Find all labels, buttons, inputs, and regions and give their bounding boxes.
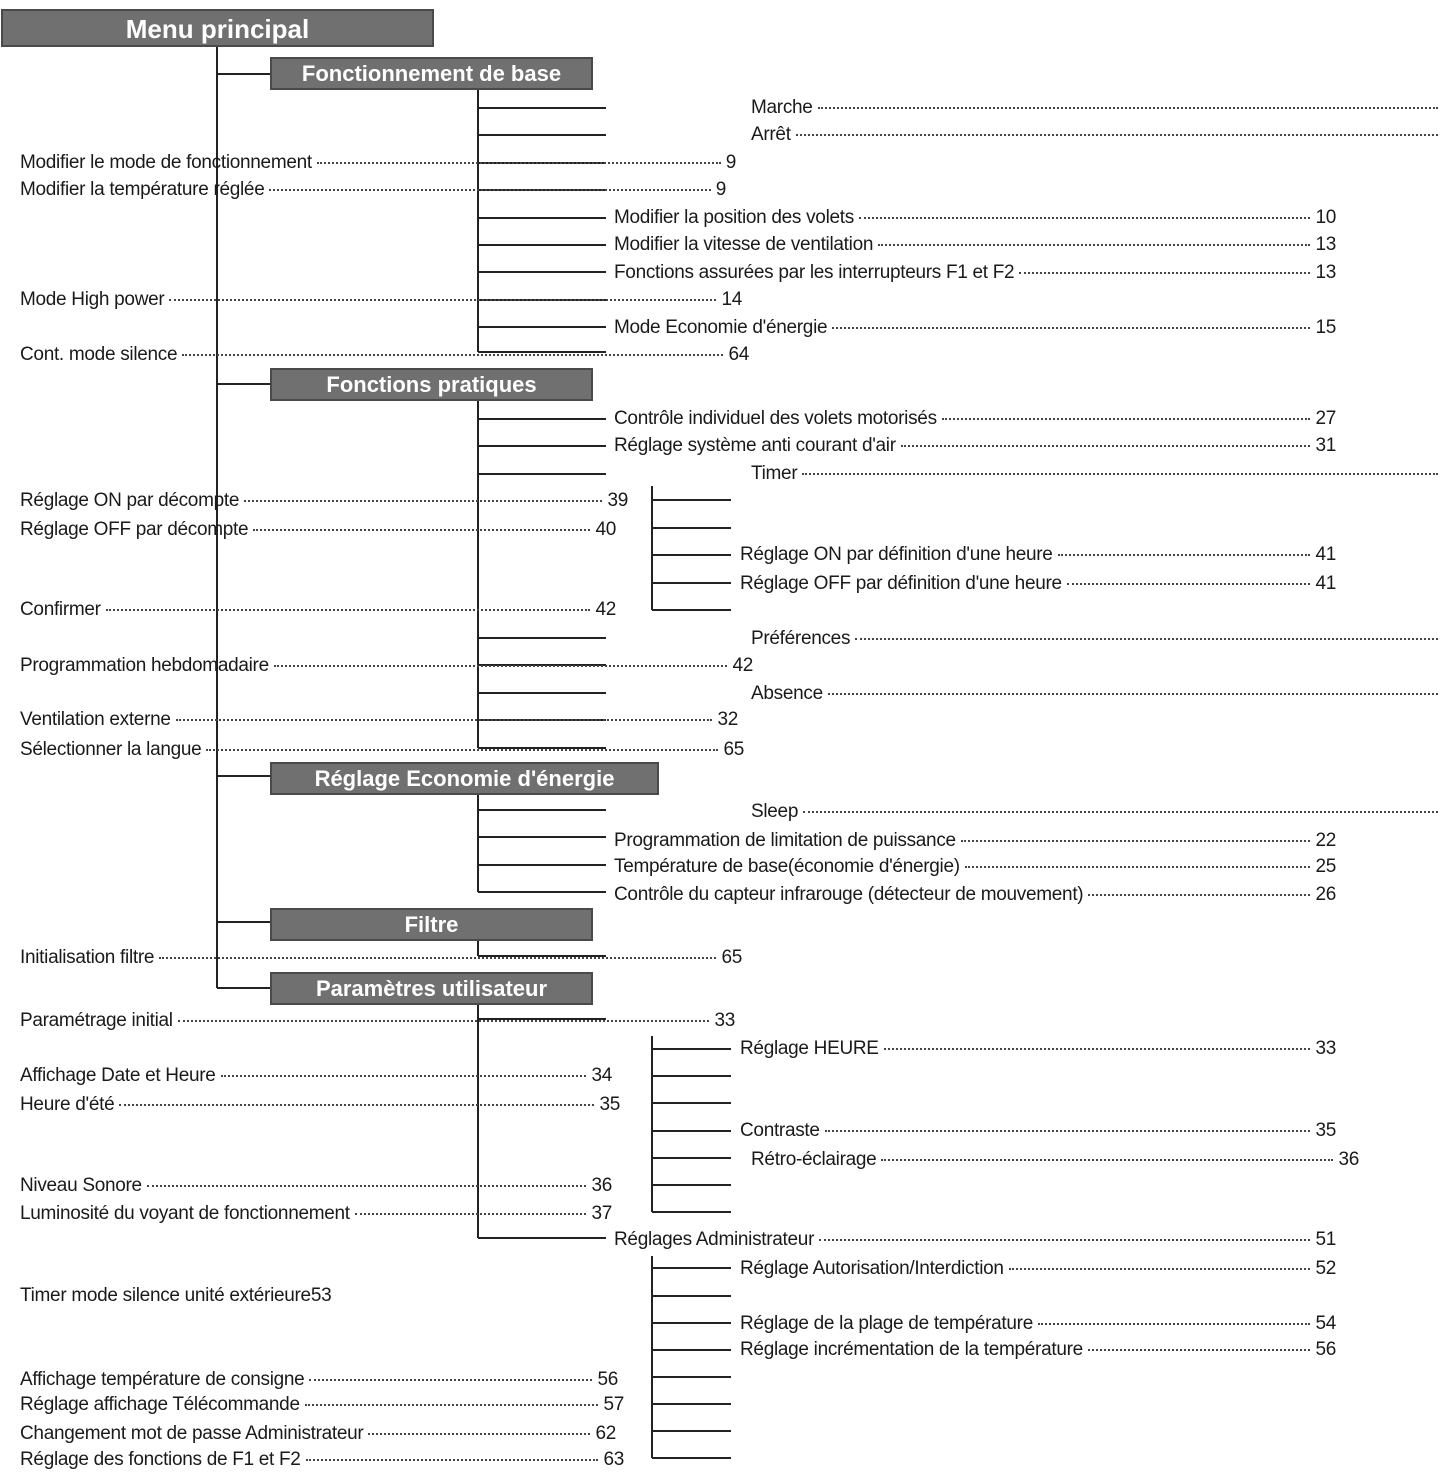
menu-entry-confirmer[interactable]	[20, 599, 616, 621]
menu-entry-label: Réglage OFF par décompte	[20, 519, 249, 540]
menu-entry-heure-ete[interactable]	[20, 1094, 620, 1116]
menu-entry-luminosite-voyant[interactable]	[20, 1203, 612, 1225]
dot-leader	[317, 162, 721, 164]
menu-entry-programmation-hebdomadaire[interactable]	[20, 655, 753, 677]
menu-entry-label: Réglages Administrateur	[614, 1229, 815, 1250]
dot-leader	[368, 1433, 590, 1435]
menu-entry-label: Absence	[751, 683, 823, 704]
menu-entry-page: 14	[721, 289, 742, 310]
menu-entry-page: 62	[595, 1423, 616, 1444]
menu-entry-label: Timer mode silence unité extérieure53	[20, 1285, 332, 1306]
menu-entry-retro-eclairage[interactable]	[751, 1149, 1359, 1171]
menu-entry-on-decompte[interactable]	[20, 490, 628, 512]
menu-entry-timer[interactable]	[751, 463, 1443, 485]
menu-entry-preferences[interactable]	[751, 628, 1443, 650]
dot-leader	[182, 354, 723, 356]
menu-entry-label: Cont. mode silence	[20, 344, 178, 365]
dot-leader	[274, 665, 728, 667]
dot-leader	[206, 749, 718, 751]
section-header-reglage-economie-energie[interactable]: Réglage Economie d'énergie	[270, 762, 659, 795]
menu-entry-label: Modifier la température réglée	[20, 179, 265, 200]
menu-entry-capteur-infrarouge[interactable]	[614, 884, 1336, 906]
menu-entry-label: Mode Economie d'énergie	[614, 317, 828, 338]
dot-leader	[901, 445, 1311, 447]
menu-entry-timer-silence-exterieure[interactable]	[20, 1285, 331, 1307]
menu-entry-page: 15	[1315, 317, 1336, 338]
menu-entry-label: Heure d'été	[20, 1094, 115, 1115]
menu-entry-label: Modifier la position des volets	[614, 207, 854, 228]
menu-entry-label: Confirmer	[20, 599, 101, 620]
menu-entry-label: Luminosité du voyant de fonctionnement	[20, 1203, 350, 1224]
menu-entry-label: Sélectionner la langue	[20, 739, 202, 760]
menu-entry-page: 57	[603, 1394, 624, 1415]
dot-leader	[855, 638, 1438, 640]
dot-leader	[119, 1104, 594, 1106]
menu-entry-page: 63	[603, 1449, 624, 1470]
dot-leader	[818, 107, 1438, 109]
menu-entry-interrupteurs-f1-f2[interactable]	[614, 262, 1336, 284]
menu-entry-page: 36	[1338, 1149, 1359, 1170]
menu-entry-limitation-puissance[interactable]	[614, 830, 1336, 852]
dot-leader	[859, 217, 1311, 219]
menu-entry-temperature-base[interactable]	[614, 856, 1336, 878]
menu-entry-label: Fonctions assurées par les interrupteurs F1 et F2	[614, 262, 1015, 283]
menu-entry-reglages-administrateur[interactable]	[614, 1229, 1336, 1251]
dot-leader	[221, 1075, 587, 1077]
menu-entry-mode-economie[interactable]	[614, 317, 1336, 339]
menu-entry-page: 64	[728, 344, 749, 365]
section-header-fonctionnement-de-base[interactable]: Fonctionnement de base	[270, 57, 593, 90]
menu-entry-label: Réglage ON par définition d'une heure	[740, 544, 1053, 565]
section-header-fonctions-pratiques[interactable]: Fonctions pratiques	[270, 368, 593, 401]
menu-entry-page: 9	[715, 179, 726, 200]
dot-leader	[159, 957, 716, 959]
menu-entry-label: Contrôle individuel des volets motorisés	[614, 408, 937, 429]
main-menu-title: Menu principal	[1, 9, 434, 47]
dot-leader	[1088, 894, 1310, 896]
menu-entry-label: Réglage incrémentation de la température	[740, 1339, 1083, 1360]
menu-entry-niveau-sonore[interactable]	[20, 1175, 612, 1197]
menu-entry-initialisation-filtre[interactable]	[20, 947, 742, 969]
menu-entry-absence[interactable]	[751, 683, 1443, 705]
menu-entry-label: Mode High power	[20, 289, 165, 310]
dot-leader	[306, 1459, 599, 1461]
menu-entry-incrementation-temperature[interactable]	[740, 1339, 1336, 1361]
menu-entry-label: Réglage système anti courant d'air	[614, 435, 896, 456]
menu-entry-label: Modifier le mode de fonctionnement	[20, 152, 312, 173]
menu-entry-page: 32	[717, 709, 738, 730]
menu-entry-label: Affichage température de consigne	[20, 1369, 305, 1390]
dot-leader	[796, 134, 1438, 136]
menu-entry-page: 22	[1315, 830, 1336, 851]
menu-entry-volets-motorises[interactable]	[614, 408, 1336, 430]
menu-entry-page: 39	[607, 490, 628, 511]
section-header-parametres-utilisateur[interactable]: Paramètres utilisateur	[270, 972, 593, 1005]
menu-entry-reglage-heure[interactable]	[740, 1038, 1336, 1060]
dot-leader	[244, 500, 602, 502]
menu-entry-page: 65	[721, 947, 742, 968]
menu-entry-page: 41	[1315, 573, 1336, 594]
menu-entry-page: 26	[1315, 884, 1336, 905]
menu-entry-page: 42	[595, 599, 616, 620]
menu-entry-label: Marche	[751, 97, 813, 118]
menu-entry-label: Contraste	[740, 1120, 820, 1141]
dot-leader	[169, 299, 716, 301]
menu-entry-arret[interactable]	[751, 124, 1443, 146]
menu-entry-label: Modifier la vitesse de ventilation	[614, 234, 874, 255]
dot-leader	[269, 189, 710, 191]
menu-entry-label: Réglage Autorisation/Interdiction	[740, 1258, 1004, 1279]
dot-leader	[305, 1404, 599, 1406]
menu-entry-label: Réglage de la plage de température	[740, 1313, 1033, 1334]
menu-entry-label: Température de base(économie d'énergie)	[614, 856, 960, 877]
menu-entry-label: Arrêt	[751, 124, 791, 145]
menu-entry-mot-de-passe[interactable]	[20, 1423, 616, 1445]
menu-entry-sleep[interactable]	[751, 801, 1443, 823]
menu-entry-label: Changement mot de passe Administrateur	[20, 1423, 364, 1444]
dot-leader	[878, 244, 1310, 246]
dot-leader	[106, 609, 591, 611]
menu-entry-label: Contrôle du capteur infrarouge (détecteur de mouvement)	[614, 884, 1084, 905]
dot-leader	[965, 866, 1311, 868]
menu-entry-plage-temperature[interactable]	[740, 1313, 1336, 1335]
menu-entry-page: 34	[591, 1065, 612, 1086]
dot-leader	[178, 1020, 710, 1022]
dot-leader	[1009, 1268, 1311, 1270]
menu-entry-anti-courant-air[interactable]	[614, 435, 1336, 457]
menu-entry-mode-high-power[interactable]	[20, 289, 742, 311]
dot-leader	[961, 840, 1311, 842]
menu-entry-position-volets[interactable]	[614, 207, 1336, 229]
menu-entry-label: Réglage ON par décompte	[20, 490, 240, 511]
menu-entry-label: Paramétrage initial	[20, 1010, 173, 1031]
menu-entry-label: Rétro-éclairage	[751, 1149, 877, 1170]
dot-leader	[1067, 583, 1311, 585]
menu-entry-page: 65	[723, 739, 744, 760]
menu-entry-on-heure[interactable]	[740, 544, 1336, 566]
menu-entry-page: 40	[595, 519, 616, 540]
dot-leader	[832, 327, 1310, 329]
menu-entry-label: Niveau Sonore	[20, 1175, 142, 1196]
menu-entry-page: 33	[1315, 1038, 1336, 1059]
menu-entry-vitesse-ventilation[interactable]	[614, 234, 1336, 256]
menu-entry-label: Réglage affichage Télécommande	[20, 1394, 300, 1415]
menu-entry-off-heure[interactable]	[740, 573, 1336, 595]
menu-entry-label: Programmation de limitation de puissance	[614, 830, 956, 851]
menu-entry-label: Sleep	[751, 801, 799, 822]
menu-entry-label: Ventilation externe	[20, 709, 171, 730]
menu-entry-page: 33	[714, 1010, 735, 1031]
menu-entry-page: 52	[1315, 1258, 1336, 1279]
menu-entry-page: 35	[599, 1094, 620, 1115]
menu-entry-modifier-temperature[interactable]	[20, 179, 726, 201]
menu-entry-marche[interactable]	[751, 97, 1443, 119]
menu-entry-page: 36	[591, 1175, 612, 1196]
dot-leader	[803, 811, 1438, 813]
dot-leader	[825, 1130, 1311, 1132]
menu-entry-parametrage-initial[interactable]	[20, 1010, 735, 1032]
menu-entry-label: Réglage des fonctions de F1 et F2	[20, 1449, 301, 1470]
menu-entry-mode-silence[interactable]	[20, 344, 749, 366]
menu-entry-page: 10	[1315, 207, 1336, 228]
dot-leader	[828, 693, 1438, 695]
dot-leader	[253, 529, 590, 531]
menu-entry-label: Réglage HEURE	[740, 1038, 879, 1059]
menu-entry-page: 41	[1315, 544, 1336, 565]
menu-entry-label: Programmation hebdomadaire	[20, 655, 269, 676]
menu-entry-label: Initialisation filtre	[20, 947, 155, 968]
dot-leader	[1058, 554, 1311, 556]
menu-entry-page: 9	[725, 152, 736, 173]
menu-entry-modifier-mode[interactable]	[20, 152, 736, 174]
menu-entry-page: 56	[597, 1369, 618, 1390]
menu-entry-temperature-consigne[interactable]	[20, 1369, 618, 1391]
menu-entry-page: 27	[1315, 408, 1336, 429]
menu-entry-page: 56	[1315, 1339, 1336, 1360]
menu-entry-page: 51	[1315, 1229, 1336, 1250]
menu-entry-label: Timer	[751, 463, 798, 484]
dot-leader	[147, 1185, 587, 1187]
menu-entry-autorisation-interdiction[interactable]	[740, 1258, 1336, 1280]
menu-entry-page: 31	[1315, 435, 1336, 456]
dot-leader	[942, 418, 1311, 420]
dot-leader	[881, 1159, 1333, 1161]
dot-leader	[819, 1239, 1310, 1241]
dot-leader	[309, 1379, 592, 1381]
menu-entry-page: 37	[591, 1203, 612, 1224]
menu-entry-label: Préférences	[751, 628, 851, 649]
dot-leader	[355, 1213, 587, 1215]
menu-entry-fonctions-f1-f2[interactable]	[20, 1449, 624, 1471]
menu-entry-label: Affichage Date et Heure	[20, 1065, 216, 1086]
menu-entry-off-decompte[interactable]	[20, 519, 616, 541]
menu-entry-page: 13	[1315, 262, 1336, 283]
dot-leader	[884, 1048, 1311, 1050]
dot-leader	[1019, 272, 1310, 274]
dot-leader	[1088, 1349, 1311, 1351]
menu-entry-ventilation-externe[interactable]	[20, 709, 738, 731]
menu-entry-page: 42	[732, 655, 753, 676]
menu-entry-selectionner-langue[interactable]	[20, 739, 744, 761]
menu-entry-date-heure[interactable]	[20, 1065, 612, 1087]
menu-entry-label: Réglage OFF par définition d'une heure	[740, 573, 1062, 594]
dot-leader	[176, 719, 713, 721]
menu-entry-page: 13	[1315, 234, 1336, 255]
menu-entry-page: 25	[1315, 856, 1336, 877]
menu-entry-affichage-telecommande[interactable]	[20, 1394, 624, 1416]
menu-entry-page: 54	[1315, 1313, 1336, 1334]
dot-leader	[802, 473, 1438, 475]
dot-leader	[1038, 1323, 1310, 1325]
menu-entry-contraste[interactable]	[740, 1120, 1336, 1142]
menu-entry-page: 35	[1315, 1120, 1336, 1141]
section-header-filtre[interactable]: Filtre	[270, 908, 593, 941]
